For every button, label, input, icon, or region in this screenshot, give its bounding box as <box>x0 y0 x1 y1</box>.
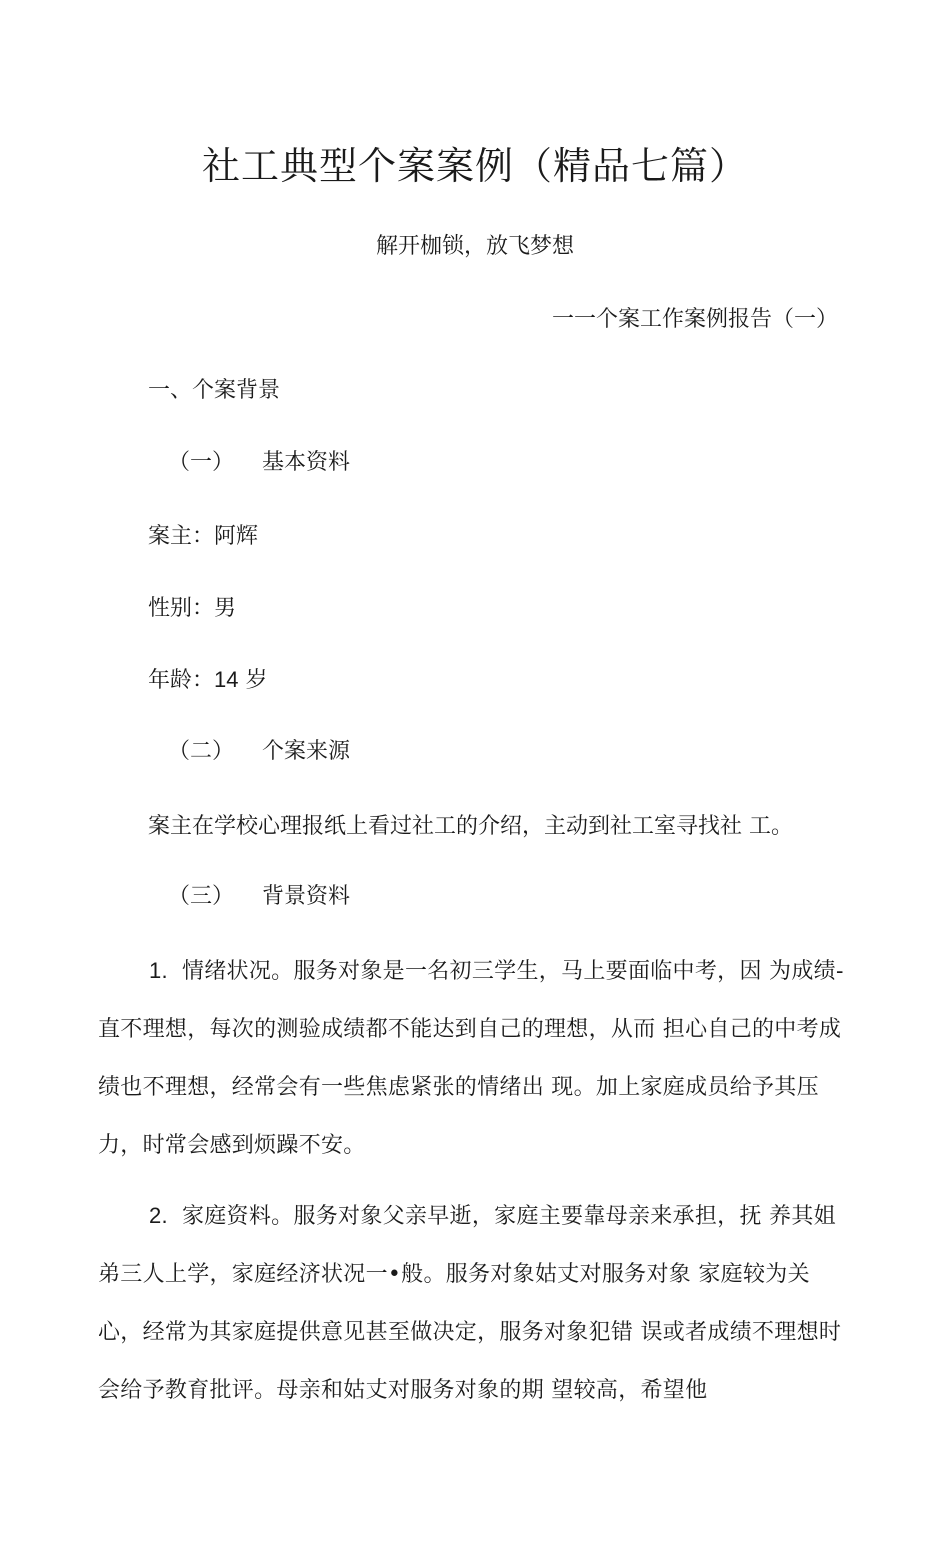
series-label: 一一个案工作案例报告（一） <box>551 307 838 332</box>
subsection-label: 基本资料 <box>262 450 351 475</box>
age-unit: 岁 <box>238 668 268 693</box>
paragraph-text: 家庭资料。服务对象父亲早逝，家庭主要靠母亲来承担，抚 养其姐弟三人上学，家庭经济状况一•般。服务对象姑丈对服务对象 家庭较为关心，经常为其家庭提供意见甚至做决定，服务对象犯错 误或者成绩不理想时会给予教育批评。母亲和姑丈对服务对象的期 望较高，希望他 <box>98 1204 842 1403</box>
paragraph-number: 2. <box>149 1203 168 1228</box>
subsection-heading <box>168 448 350 478</box>
case-source-text: 案主在学校心理报纸上看过社工的介绍，主动到社工室寻找社 工。 <box>148 814 793 839</box>
paragraph-text: 情绪状况。服务对象是一名初三学生，马上要面临中考，因 为成绩-直不理想，每次的测验成绩都不能达到自己的理想，从而 担心自己的中考成绩也不理想，经常会有一些焦虑紧张的情绪出 现。加上家庭成员给予其压力，时常会感到烦躁不安。 <box>98 959 844 1158</box>
subsection-heading <box>168 737 350 767</box>
age-value: 14 <box>214 667 239 692</box>
document-subtitle: 解开枷锁，放飞梦想 <box>375 234 574 259</box>
subsection-heading <box>168 882 350 912</box>
section-heading: 一、个案背景 <box>148 378 281 403</box>
document-title: 社工典型个案案例（精品七篇） <box>201 144 748 188</box>
client-name: 案主：阿辉 <box>148 524 259 549</box>
paragraph-number: 1. <box>149 958 168 983</box>
subsection-label: 背景资料 <box>262 884 351 909</box>
subsection-number: （二） <box>168 739 235 764</box>
paragraph-family-info <box>98 1187 852 1420</box>
subsection-number: （三） <box>168 884 235 909</box>
client-gender: 性别：男 <box>148 596 237 621</box>
client-age <box>148 665 268 696</box>
age-prefix: 年龄： <box>148 668 215 693</box>
paragraph-emotional-status <box>98 942 852 1175</box>
subsection-label: 个案来源 <box>262 739 351 764</box>
subsection-number: （一） <box>168 450 235 475</box>
